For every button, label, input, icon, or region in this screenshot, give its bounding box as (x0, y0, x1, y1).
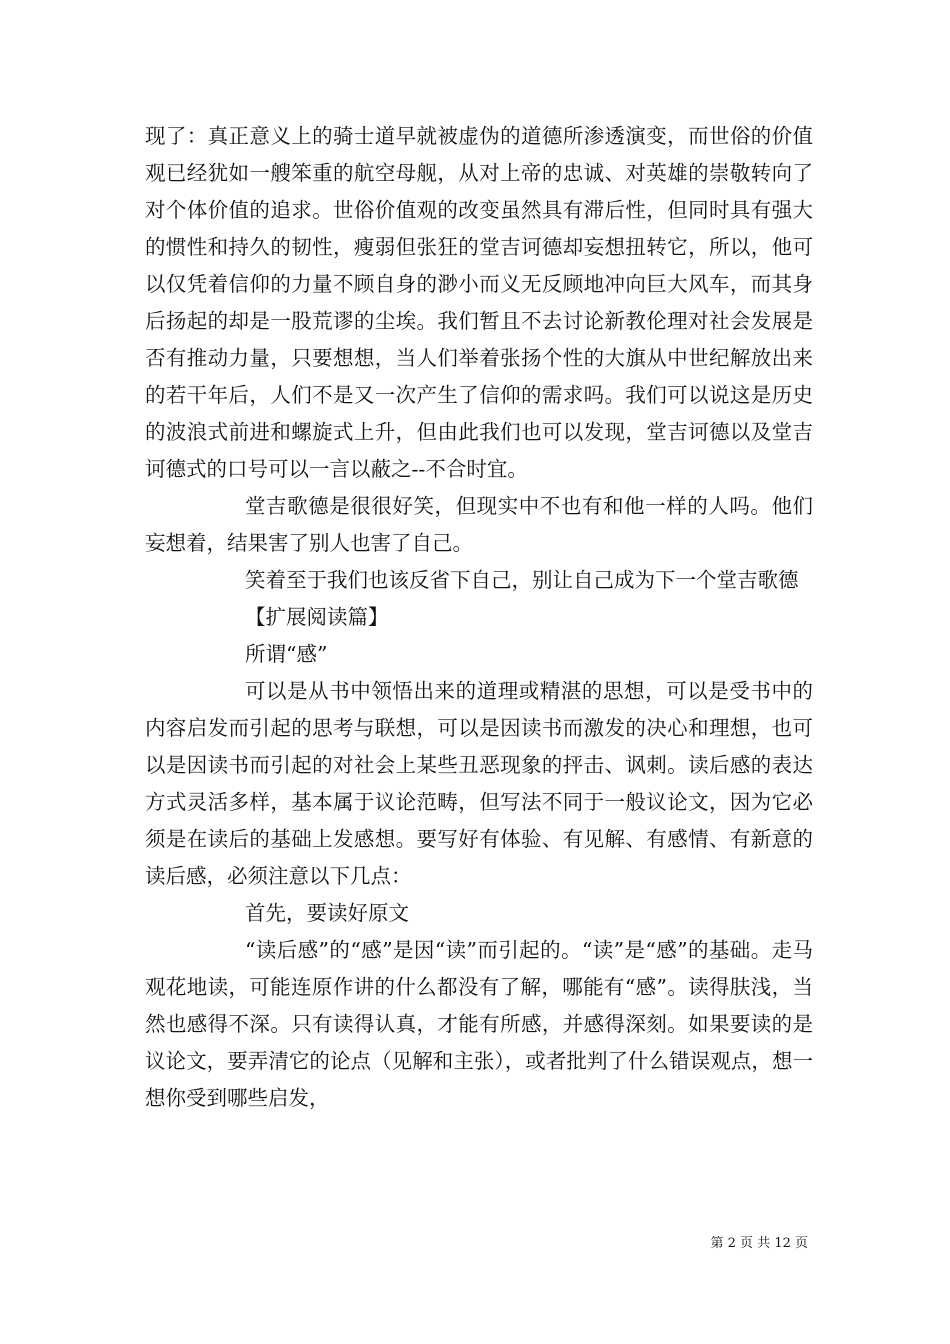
paragraph-1: 现了：真正意义上的骑士道早就被虚伪的道德所渗透演变，而世俗的价值观已经犹如一艘笨重的航空母舰，从对上帝的忠诚、对英雄的崇敬转向了对个体价值的追求。世俗价值观的改变虽然具有滞后性，但同时具有强大的惯性和持久的韧性，瘦弱但张狂的堂吉诃德却妄想扭转它，所以，他可以仅凭着信仰的力量不顾自身的渺小而义无反顾地冲向巨大风车，而其身后扬起的却是一股荒谬的尘埃。我们暂且不去讨论新教伦理对社会发展是否有推动力量，只要想想，当人们举着张扬个性的大旗从中世纪解放出来的若干年后，人们不是又一次产生了信仰的需求吗。我们可以说这是历史的波浪式前进和螺旋式上升，但由此我们也可以发现，堂吉诃德以及堂吉诃德式的口号可以一言以蔽之--不合时宜。 (145, 124, 813, 481)
paragraph-8: “读后感”的“感”是因“读”而引起的。“读”是“感”的基础。走马观花地读，可能连原作讲的什么都没有了解，哪能有“感”。读得肤浅，当然也感得不深。只有读得认真，才能有所感，并感得深刻。如果要读的是议论文，要弄清它的论点（见解和主张），或者批判了什么错误观点，想一想你受到哪些启发， (145, 938, 813, 1110)
document-body (145, 118, 813, 1117)
page-number-footer: 第 2 页 共 12 页 (710, 1236, 808, 1251)
paragraph-3: 笑着至于我们也该反省下自己，别让自己成为下一个堂吉歌德 (245, 568, 799, 592)
paragraph-2: 堂吉歌德是很很好笑，但现实中不也有和他一样的人吗。他们妄想着，结果害了别人也害了自己。 (145, 494, 813, 555)
paragraph-6: 可以是从书中领悟出来的道理或精湛的思想，可以是受书中的内容启发而引起的思考与联想，可以是因读书而激发的决心和理想，也可以是因读书而引起的对社会上某些丑恶现象的抨击、讽刺。读后感的表达方式灵活多样，基本属于议论范畴，但写法不同于一般议论文，因为它必须是在读后的基础上发感想。要写好有体验、有见解、有感情、有新意的读后感，必须注意以下几点： (145, 679, 813, 888)
subheading-so-called-gan: 所谓“感” (245, 642, 328, 666)
subheading-read-original: 首先，要读好原文 (245, 901, 409, 925)
section-heading-extended-reading: 【扩展阅读篇】 (245, 605, 389, 629)
